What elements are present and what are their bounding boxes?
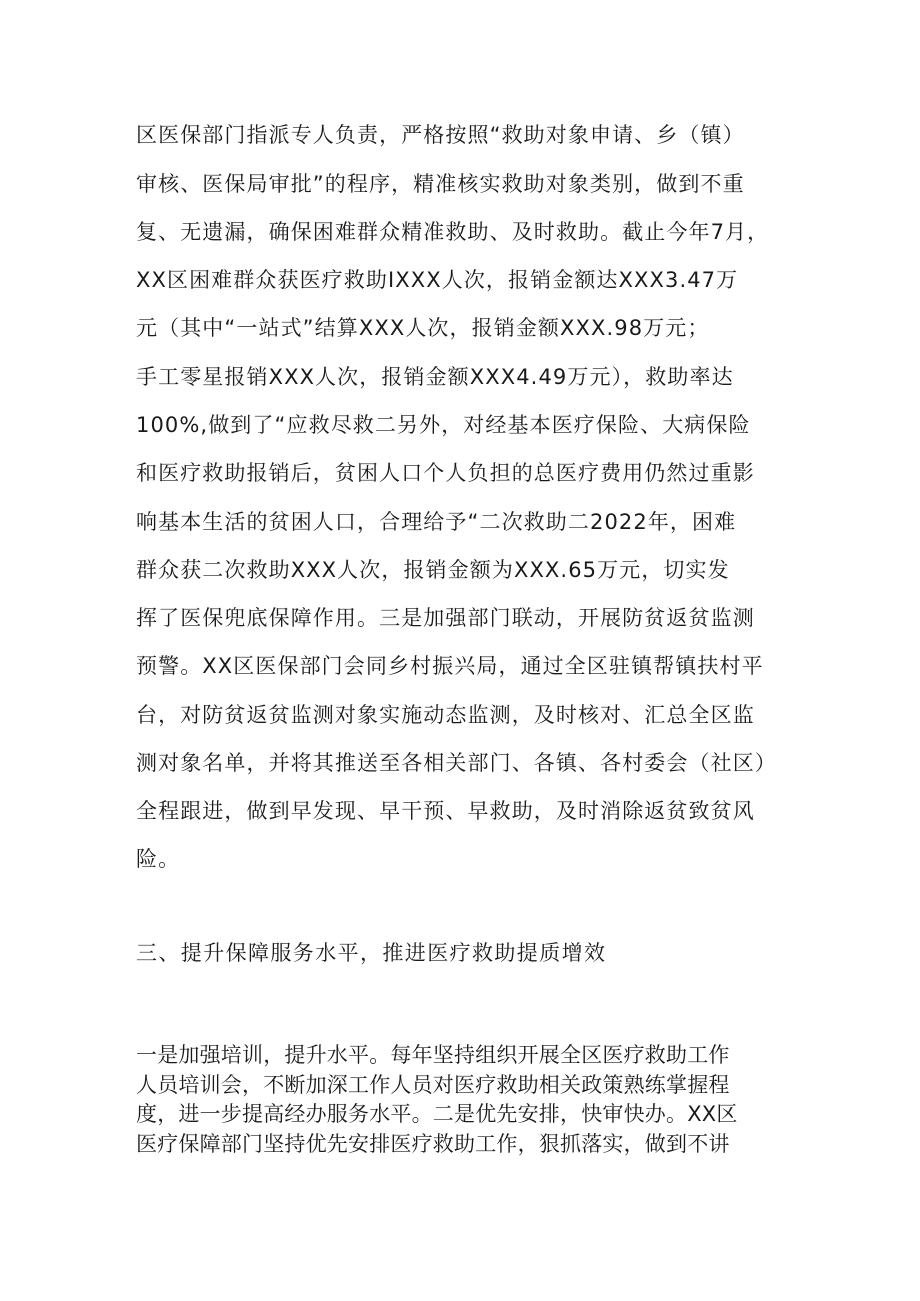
text-line: 人员培训会，不断加深工作人员对医疗救助相关政策熟练掌握程 <box>136 1073 730 1097</box>
text-line: 复、无遗漏，确保困难群众精准救助、及时救助。截止今年7月， <box>136 220 770 244</box>
text-line: 度，进一步提高经办服务水平。二是优先安排，快审快办。XX区 <box>136 1102 738 1126</box>
text-line: 台，对防贫返贫监测对象实施动态监测，及时核对、汇总全区监 <box>136 703 755 727</box>
text-line: 预警。XX区医保部门会同乡村振兴局，通过全区驻镇帮镇扶村平 <box>136 654 764 678</box>
text-line: 测对象名单，并将其推送至各相关部门、各镇、各村委会（社区） <box>136 751 777 775</box>
section-heading: 三、提升保障服务水平，推进医疗救助提质增效 <box>136 941 607 965</box>
text-line: 一是加强培训，提升水平。每年坚持组织开展全区医疗救助工作 <box>136 1043 730 1067</box>
text-line: 元（其中“一站式”结算XXX人次，报销金额XXX.98万元； <box>136 316 710 340</box>
text-line: XX区困难群众获医疗救助IXXX人次，报销金额达XXX3.47万 <box>136 268 739 292</box>
text-line: 医疗保障部门坚持优先安排医疗救助工作，狠抓落实，做到不讲 <box>136 1132 730 1156</box>
text-line: 和医疗救助报销后，贫困人口个人负担的总医疗费用仍然过重影 <box>136 461 755 485</box>
text-line: 审核、医保局审批”的程序，精准核实救助对象类别，做到不重 <box>136 172 745 196</box>
text-line: 险。 <box>136 847 181 871</box>
text-line: 群众获二次救助XXX人次，报销金额为XXX.65万元，切实发 <box>136 558 730 582</box>
text-line: 100%,做到了“应救尽救二另外，对经基本医疗保险、大病保险 <box>136 413 751 437</box>
text-line: 响基本生活的贫困人口，合理给予“二次救助二2022年，困难 <box>136 510 737 534</box>
text-line: 手工零星报销XXX人次，报销金额XXX4.49万元），救助率达 <box>136 365 734 389</box>
text-line: 全程跟进，做到早发现、早干预、早救助，及时消除返贫致贫风 <box>136 799 755 823</box>
text-line: 挥了医保兜底保障作用。三是加强部门联动，开展防贫返贫监测 <box>136 606 755 630</box>
text-line: 区医保部门指派专人负责，严格按照“救助对象申请、乡（镇） <box>136 123 745 147</box>
